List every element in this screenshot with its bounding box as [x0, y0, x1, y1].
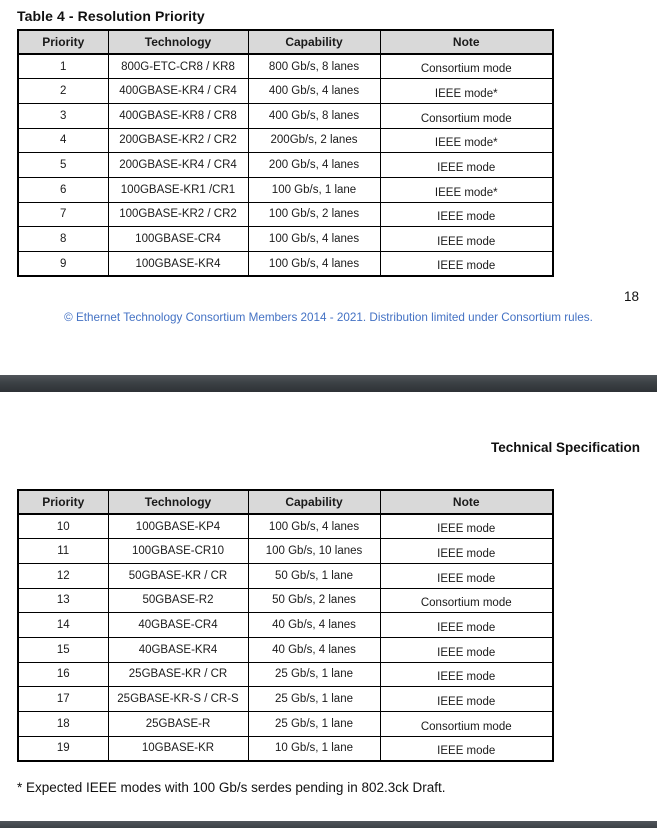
table-cell: 100GBASE-KR4	[108, 252, 248, 277]
table-cell: 100GBASE-KP4	[108, 514, 248, 539]
table-cell: 5	[18, 153, 108, 178]
table-cell: Consortium mode	[380, 588, 553, 613]
table-cell: 19	[18, 736, 108, 761]
table-cell: 1	[18, 54, 108, 79]
table-cell: 800G-ETC-CR8 / KR8	[108, 54, 248, 79]
column-header: Technology	[108, 30, 248, 54]
table-row	[18, 54, 553, 79]
table-cell: 40GBASE-CR4	[108, 613, 248, 638]
table-cell: IEEE mode	[380, 613, 553, 638]
table-cell: 13	[18, 588, 108, 613]
table-cell: 40GBASE-KR4	[108, 637, 248, 662]
table-title: Table 4 - Resolution Priority	[17, 8, 205, 24]
table-cell: Consortium mode	[380, 54, 553, 79]
table-cell: 100 Gb/s, 10 lanes	[248, 539, 380, 564]
page-break-divider	[0, 375, 657, 392]
table-cell: IEEE mode	[380, 563, 553, 588]
table-cell: 400 Gb/s, 8 lanes	[248, 103, 380, 128]
table-cell: 15	[18, 637, 108, 662]
table-cell: IEEE mode	[380, 736, 553, 761]
table-cell: 400GBASE-KR8 / CR8	[108, 103, 248, 128]
footnote: * Expected IEEE modes with 100 Gb/s serdes pending in 802.3ck Draft.	[17, 780, 446, 795]
table-cell: IEEE mode	[380, 514, 553, 539]
table-cell: 25GBASE-R	[108, 712, 248, 737]
table-cell: 100GBASE-KR2 / CR2	[108, 202, 248, 227]
table-cell: 3	[18, 103, 108, 128]
table-cell: 50 Gb/s, 1 lane	[248, 563, 380, 588]
table-cell: IEEE mode	[380, 153, 553, 178]
column-header: Priority	[18, 30, 108, 54]
table-cell: 200GBASE-KR4 / CR4	[108, 153, 248, 178]
table-cell: 17	[18, 687, 108, 712]
next-page-break-divider	[0, 821, 657, 828]
table-cell: 200Gb/s, 2 lanes	[248, 128, 380, 153]
table-row	[18, 687, 553, 712]
table-row	[18, 563, 553, 588]
table-cell: 12	[18, 563, 108, 588]
table-cell: 400GBASE-KR4 / CR4	[108, 79, 248, 104]
table-row	[18, 539, 553, 564]
table-cell: 800 Gb/s, 8 lanes	[248, 54, 380, 79]
table-row	[18, 153, 553, 178]
table-cell: 10	[18, 514, 108, 539]
table-header-row	[18, 490, 553, 514]
table-cell: 100 Gb/s, 4 lanes	[248, 227, 380, 252]
column-header: Priority	[18, 490, 108, 514]
table-row	[18, 637, 553, 662]
table-cell: 200 Gb/s, 4 lanes	[248, 153, 380, 178]
table-cell: 100 Gb/s, 4 lanes	[248, 252, 380, 277]
table-cell: 50 Gb/s, 2 lanes	[248, 588, 380, 613]
table-cell: IEEE mode	[380, 662, 553, 687]
table-cell: 25 Gb/s, 1 lane	[248, 662, 380, 687]
table-cell: 4	[18, 128, 108, 153]
table-cell: 100GBASE-CR4	[108, 227, 248, 252]
table-cell: Consortium mode	[380, 103, 553, 128]
table-cell: IEEE mode	[380, 252, 553, 277]
table-cell: 25GBASE-KR / CR	[108, 662, 248, 687]
table-cell: 50GBASE-KR / CR	[108, 563, 248, 588]
table-row	[18, 712, 553, 737]
table-cell: 7	[18, 202, 108, 227]
table-cell: 100 Gb/s, 4 lanes	[248, 514, 380, 539]
table-cell: 18	[18, 712, 108, 737]
table-row	[18, 662, 553, 687]
table-cell: 8	[18, 227, 108, 252]
table-row	[18, 588, 553, 613]
table-cell: 100GBASE-CR10	[108, 539, 248, 564]
table-row	[18, 79, 553, 104]
table-cell: 14	[18, 613, 108, 638]
table-cell: IEEE mode*	[380, 177, 553, 202]
table-cell: IEEE mode	[380, 539, 553, 564]
table-cell: 100 Gb/s, 2 lanes	[248, 202, 380, 227]
column-header: Note	[380, 30, 553, 54]
column-header: Capability	[248, 490, 380, 514]
table-header-row	[18, 30, 553, 54]
table-row	[18, 202, 553, 227]
table-cell: 200GBASE-KR2 / CR2	[108, 128, 248, 153]
copyright-notice: © Ethernet Technology Consortium Members 2014 - 2021. Distribution limited under Consortium rules.	[64, 311, 593, 324]
column-header: Capability	[248, 30, 380, 54]
table-row	[18, 128, 553, 153]
table-cell: 25 Gb/s, 1 lane	[248, 712, 380, 737]
table-cell: 50GBASE-R2	[108, 588, 248, 613]
table-cell: 6	[18, 177, 108, 202]
table-row	[18, 177, 553, 202]
column-header: Technology	[108, 490, 248, 514]
table-row	[18, 252, 553, 277]
table-cell: Consortium mode	[380, 712, 553, 737]
table-cell: 11	[18, 539, 108, 564]
table-cell: 400 Gb/s, 4 lanes	[248, 79, 380, 104]
table-cell: IEEE mode	[380, 227, 553, 252]
table-cell: 40 Gb/s, 4 lanes	[248, 613, 380, 638]
table-cell: 10GBASE-KR	[108, 736, 248, 761]
table-cell: 9	[18, 252, 108, 277]
table-row	[18, 613, 553, 638]
table-row	[18, 736, 553, 761]
table-row	[18, 514, 553, 539]
table-cell: 100GBASE-KR1 /CR1	[108, 177, 248, 202]
table-row	[18, 103, 553, 128]
table-cell: 40 Gb/s, 4 lanes	[248, 637, 380, 662]
section-heading: Technical Specification	[490, 440, 640, 455]
table-cell: 2	[18, 79, 108, 104]
table-cell: 10 Gb/s, 1 lane	[248, 736, 380, 761]
table-cell: 16	[18, 662, 108, 687]
table-cell: IEEE mode*	[380, 128, 553, 153]
resolution-priority-table-1	[17, 29, 554, 277]
table-cell: IEEE mode	[380, 637, 553, 662]
table-cell: 25 Gb/s, 1 lane	[248, 687, 380, 712]
table-cell: 100 Gb/s, 1 lane	[248, 177, 380, 202]
table-cell: IEEE mode*	[380, 79, 553, 104]
column-header: Note	[380, 490, 553, 514]
table-cell: 25GBASE-KR-S / CR-S	[108, 687, 248, 712]
table-row	[18, 227, 553, 252]
resolution-priority-table-2	[17, 489, 554, 762]
table-cell: IEEE mode	[380, 687, 553, 712]
table-cell: IEEE mode	[380, 202, 553, 227]
page-number: 18	[623, 289, 639, 304]
